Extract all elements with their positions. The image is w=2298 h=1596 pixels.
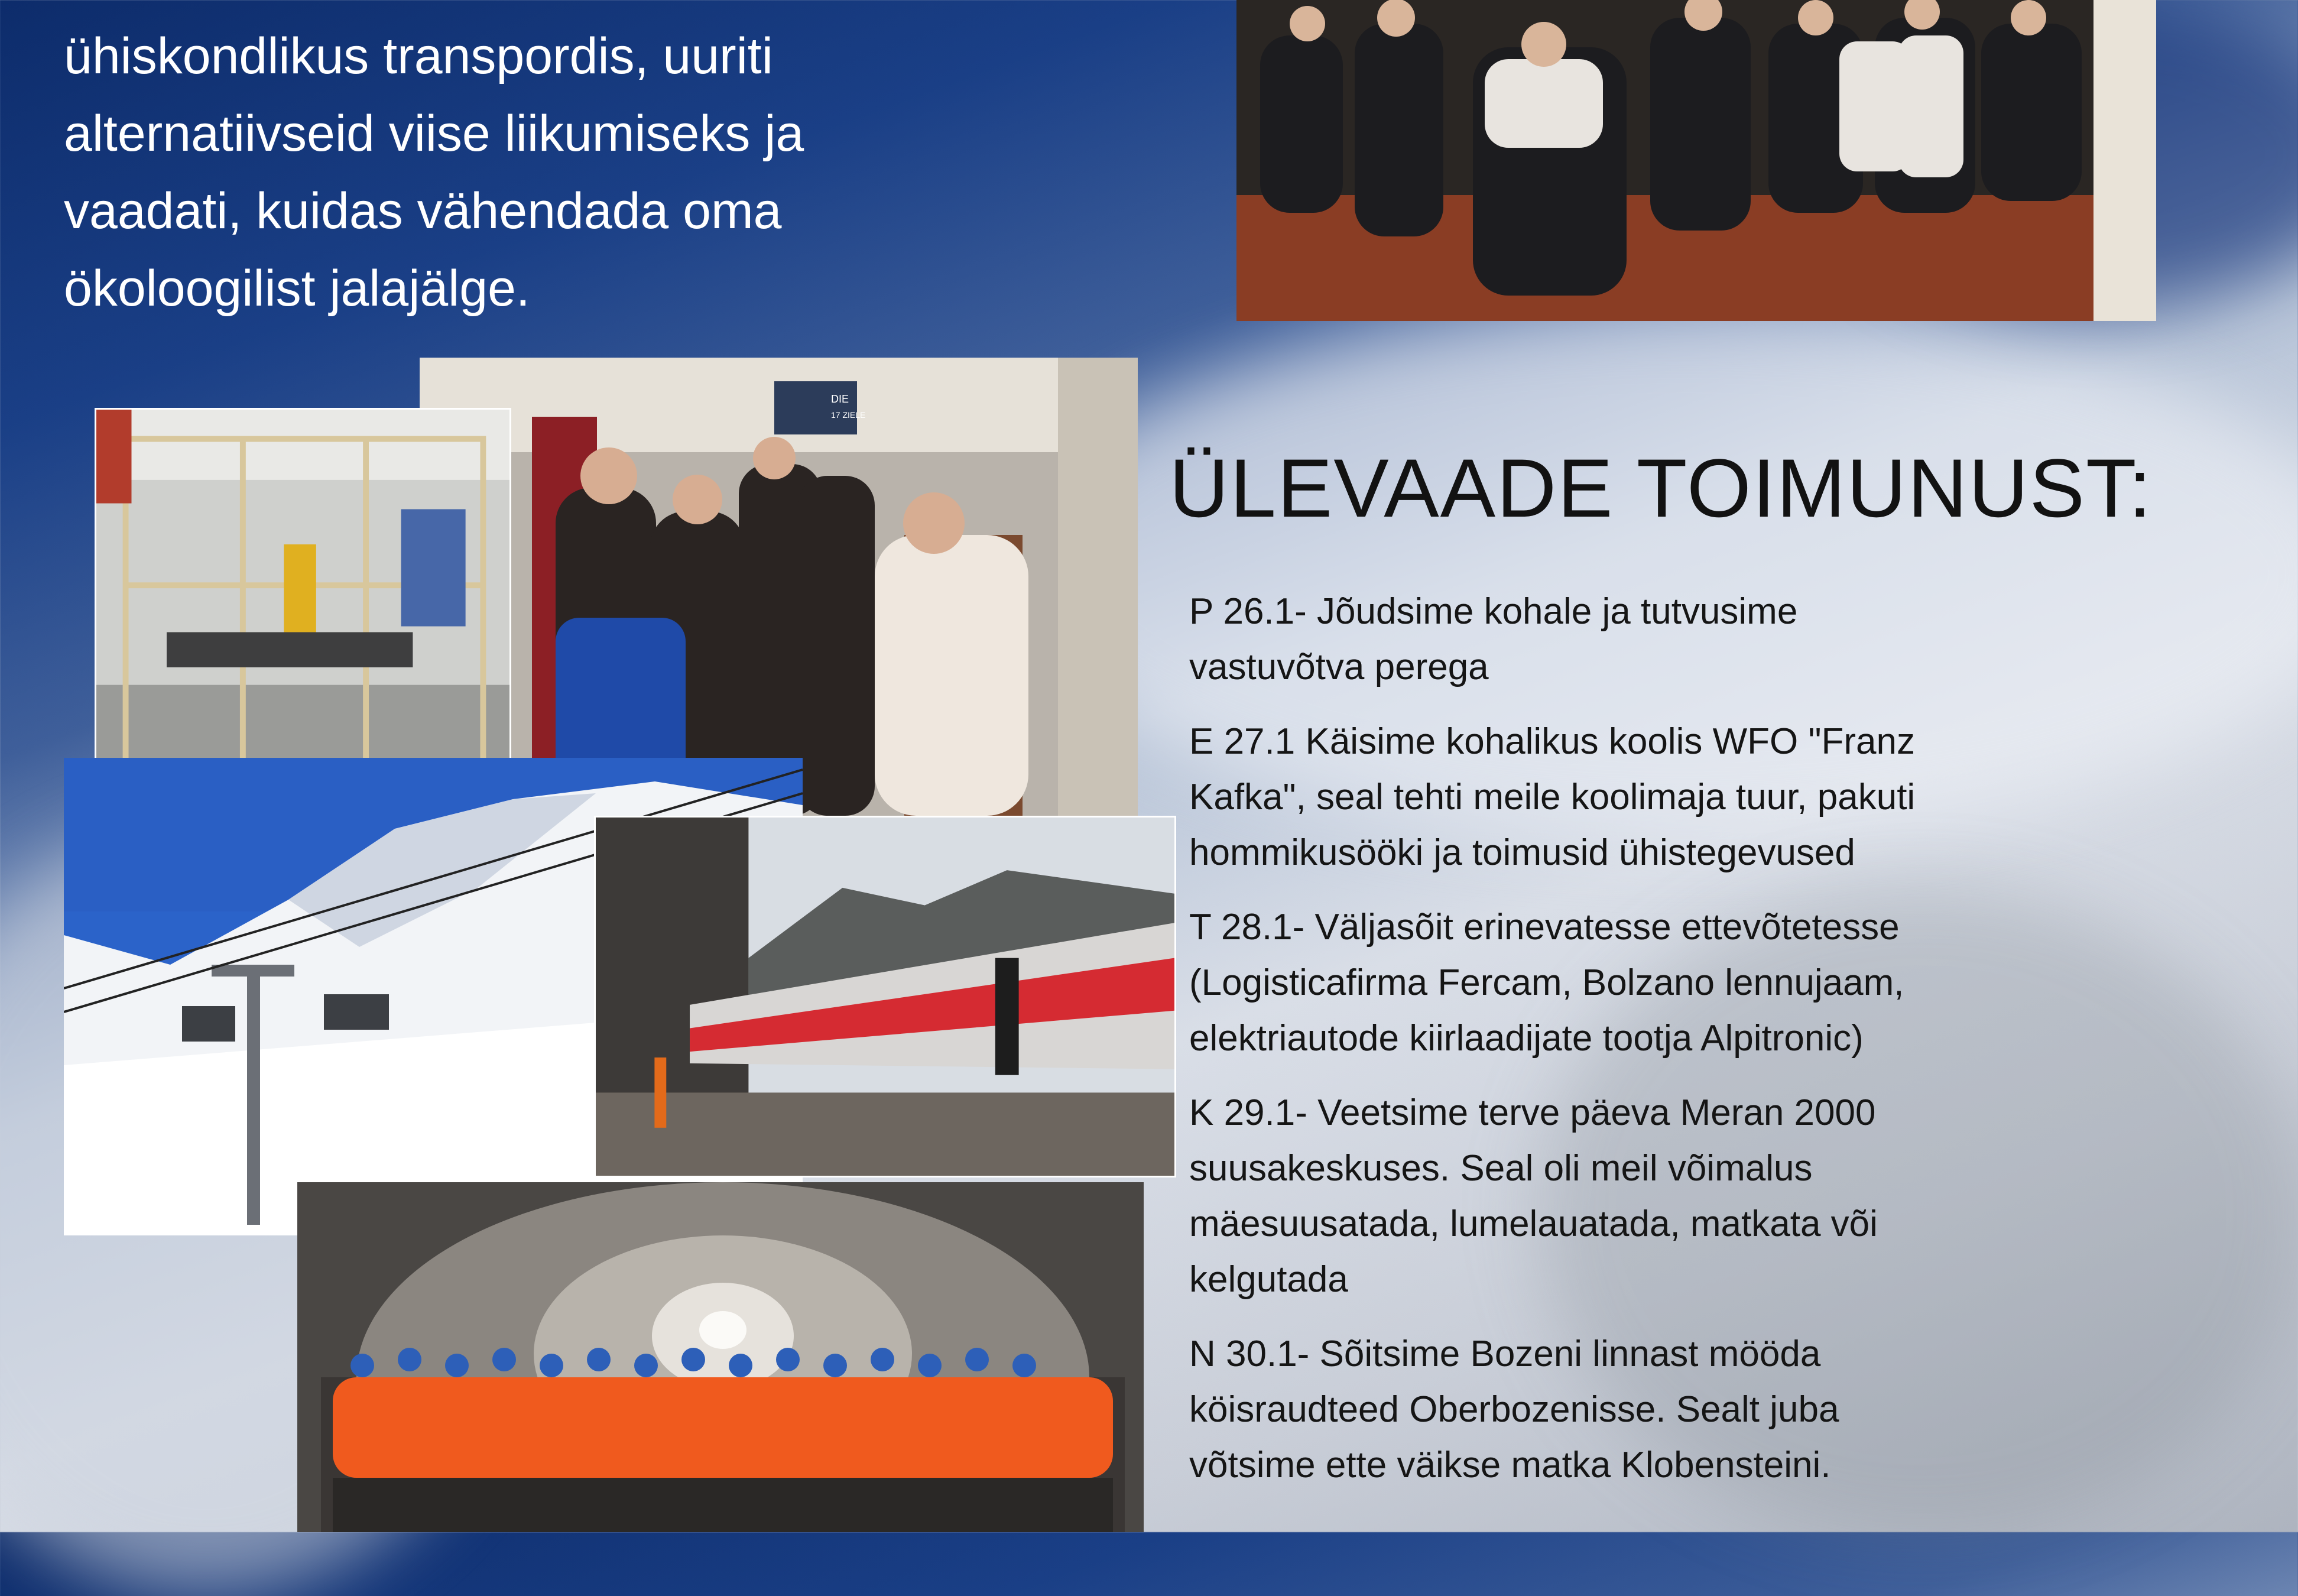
event-line: võtsime ette väikse matka Klobensteini. bbox=[1189, 1445, 1831, 1485]
intro-line: ökoloogilist jalajälge. bbox=[64, 260, 530, 317]
photo-red-train bbox=[594, 816, 1176, 1177]
event-item bbox=[1189, 900, 2135, 1066]
event-line: hommikusööki ja toimusid ühistegevused bbox=[1189, 832, 1855, 873]
section-heading: ÜLEVAADE TOIMUNUST: bbox=[1169, 442, 2153, 534]
intro-line: vaadati, kuidas vähendada oma bbox=[64, 183, 782, 239]
event-list bbox=[1189, 584, 2135, 1512]
event-line: elektriautode kiirlaadijate tootja Alpitronic) bbox=[1189, 1018, 1864, 1059]
event-line: suusakeskuses. Seal oli meil võimalus bbox=[1189, 1148, 1813, 1189]
photo-group-indoor bbox=[1236, 0, 2156, 321]
event-item bbox=[1189, 584, 2135, 695]
event-line: vastuvõtva perega bbox=[1189, 647, 1489, 687]
event-line: köisraudteed Oberbozenisse. Sealt juba bbox=[1189, 1389, 1839, 1430]
event-item bbox=[1189, 1326, 2135, 1493]
photo-students-hallway bbox=[420, 358, 1138, 816]
poster-text: 17 ZIELE bbox=[831, 410, 866, 420]
intro-text bbox=[64, 18, 986, 327]
event-line: mäesuusatada, lumelauatada, matkata või bbox=[1189, 1204, 1878, 1244]
intro-line: alternatiivseid viise liikumiseks ja bbox=[64, 105, 804, 162]
intro-line: ühiskondlikus transpordis, uuriti bbox=[64, 28, 773, 85]
event-line: Kafka", seal tehti meile koolimaja tuur, pakuti bbox=[1189, 777, 1916, 818]
event-item bbox=[1189, 714, 2135, 881]
photo-tunnel-group bbox=[297, 1182, 1144, 1532]
event-line: P 26.1- Jõudsime kohale ja tutvusime bbox=[1189, 591, 1798, 632]
event-line: kelgutada bbox=[1189, 1259, 1348, 1300]
photo-robot-factory bbox=[95, 408, 511, 790]
poster-text: DIE bbox=[831, 393, 849, 405]
event-line: (Logisticafirma Fercam, Bolzano lennujaam, bbox=[1189, 962, 1904, 1003]
event-line: K 29.1- Veetsime terve päeva Meran 2000 bbox=[1189, 1092, 1876, 1133]
event-line: E 27.1 Käisime kohalikus koolis WFO "Franz bbox=[1189, 721, 1915, 762]
event-line: T 28.1- Väljasõit erinevatesse ettevõtetesse bbox=[1189, 907, 1900, 948]
event-item bbox=[1189, 1085, 2135, 1308]
event-line: N 30.1- Sõitsime Bozeni linnast mööda bbox=[1189, 1334, 1821, 1374]
